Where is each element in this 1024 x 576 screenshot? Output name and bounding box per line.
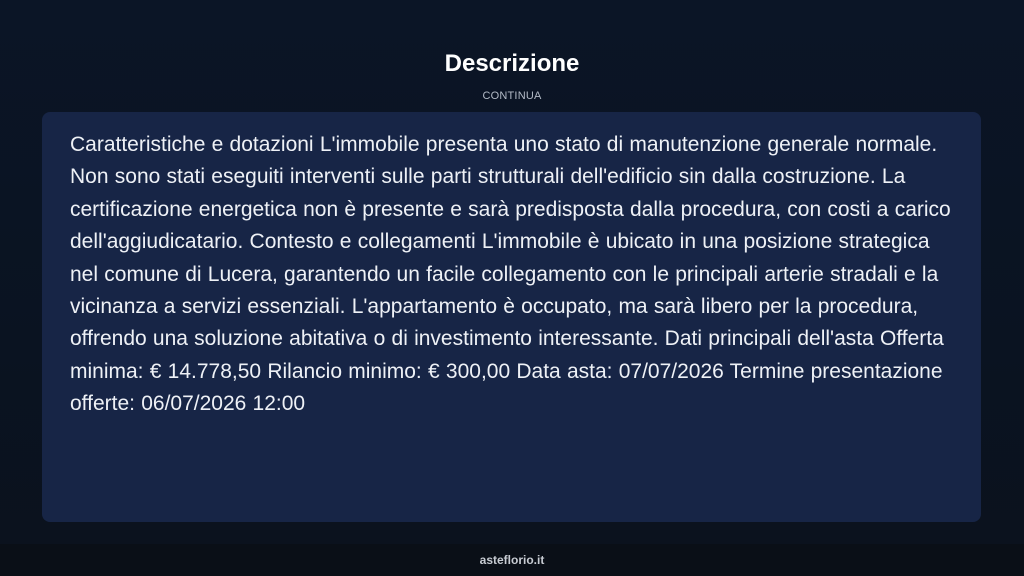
page-title: Descrizione bbox=[444, 50, 580, 77]
footer-bar bbox=[0, 544, 1024, 576]
description-text: Caratteristiche e dotazioni L'immobile presenta uno stato di manutenzione generale normale. Non sono stati eseguiti interventi sulle parti strutturali dell'edificio sin dalla costruzione. La certificazione energetica non è presente e sarà predisposta dalla procedura, con costi a carico dell'aggiudicatario. Contesto e collegamenti L'immobile è ubicato in una posizione strategica nel comune di Lucera, garantendo un facile collegamento con le principali arterie stradali e la vicinanza a servizi essenziali. L'appartamento è occupato, ma sarà libero per la procedura, offrendo una soluzione abitativa o di investimento interessante. Dati principali dell'asta Offerta minima: € 14.778,50 Rilancio minimo: € 300,00 Data asta: 07/07/2026 Termine presentazione offerte: 06/07/2026 12:00 bbox=[70, 133, 951, 416]
footer-brand: asteflorio.it bbox=[479, 553, 545, 567]
continue-label: CONTINUA bbox=[482, 90, 542, 102]
description-card bbox=[42, 112, 981, 522]
